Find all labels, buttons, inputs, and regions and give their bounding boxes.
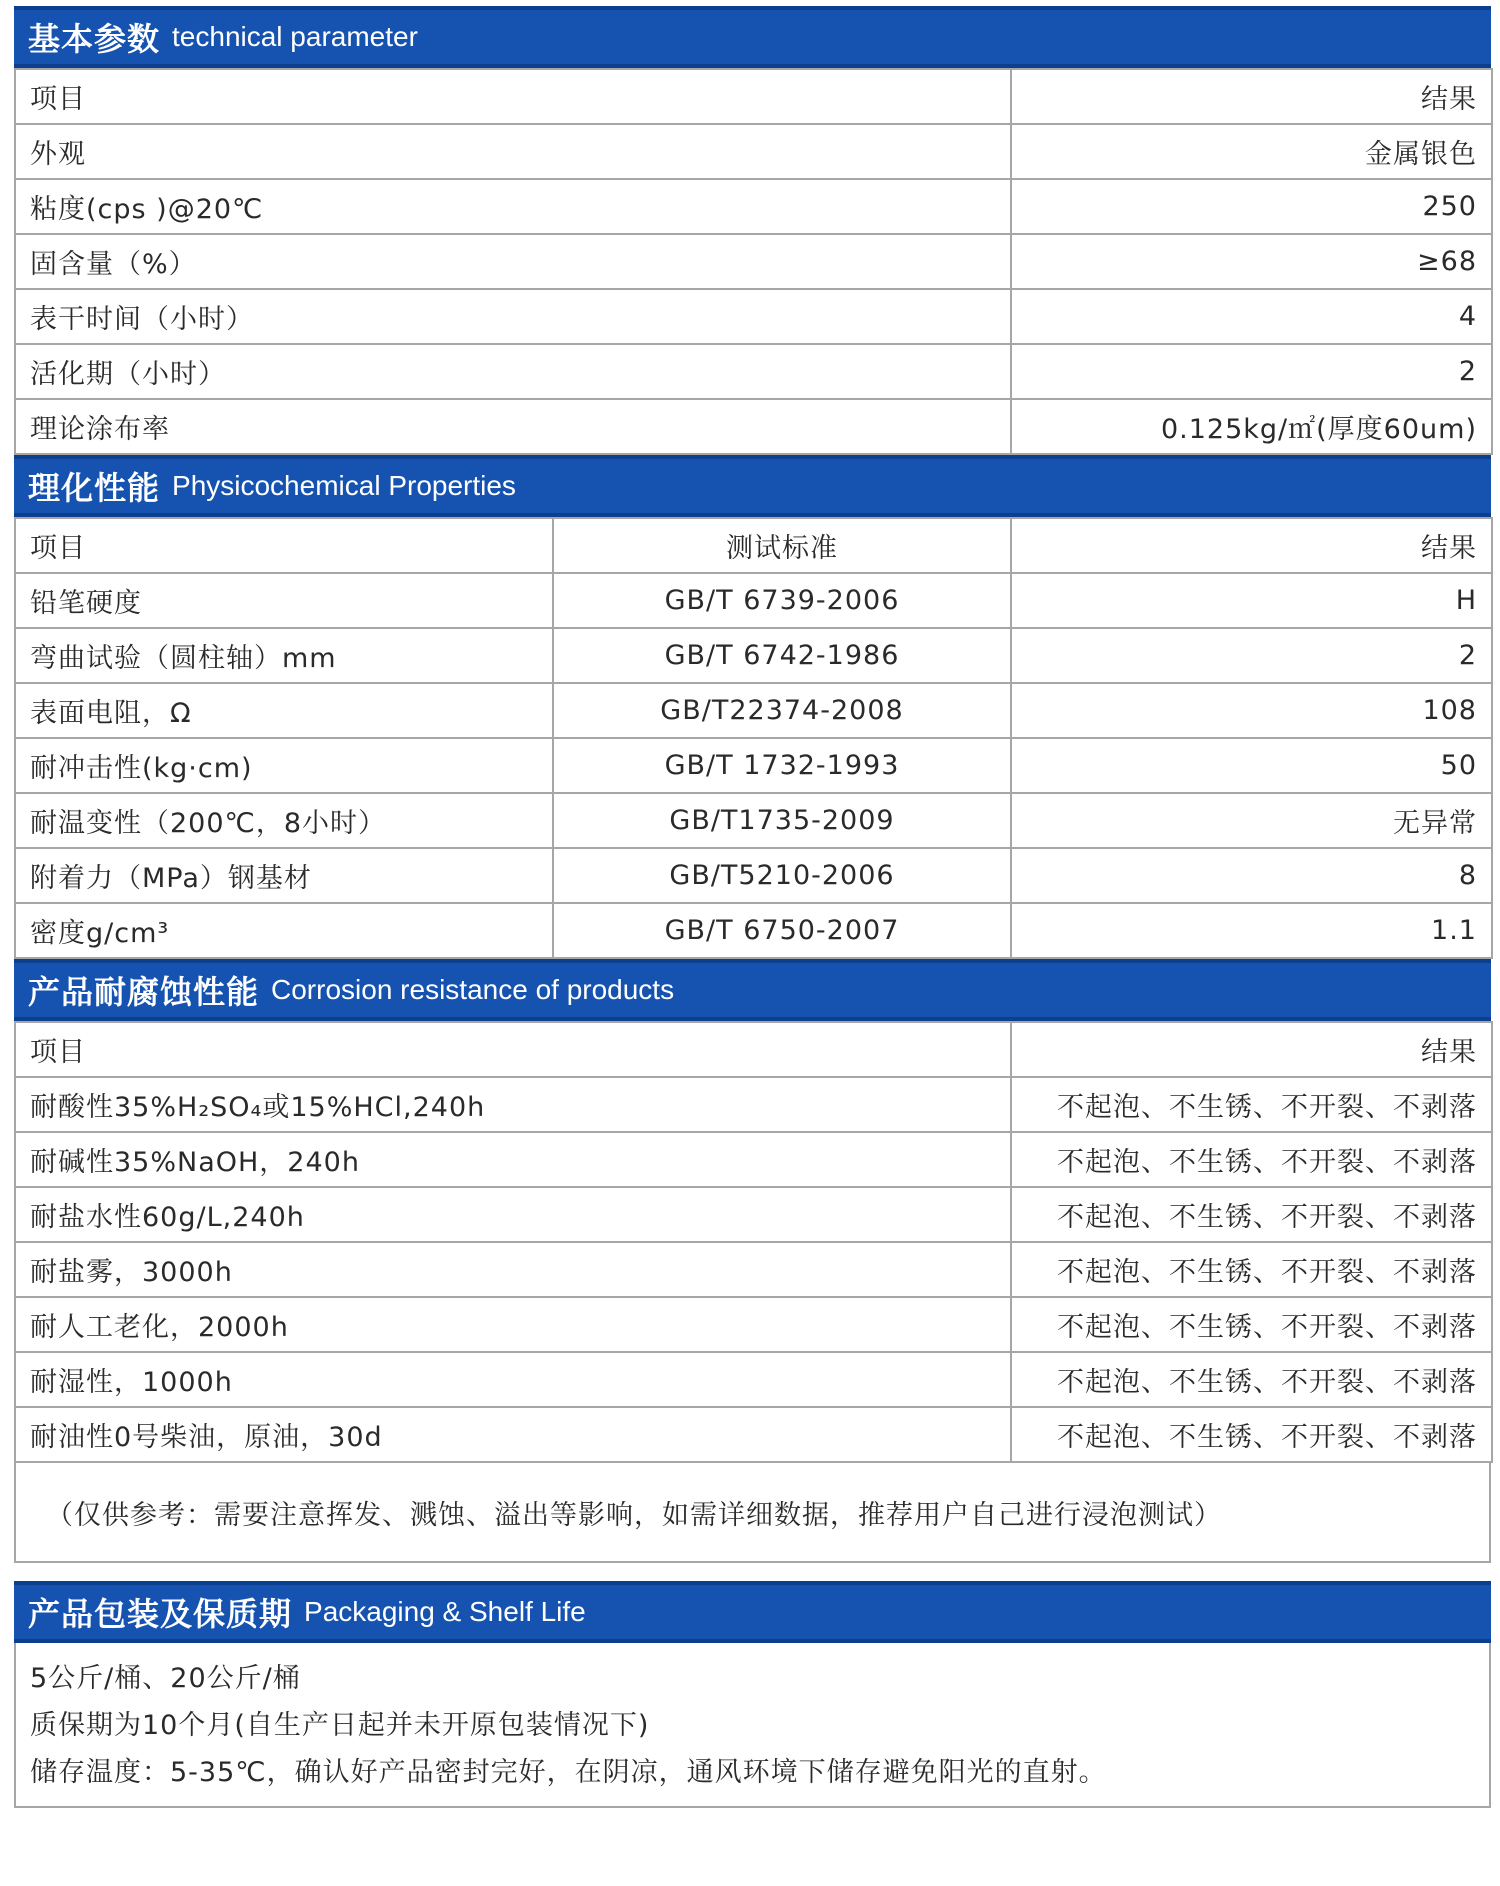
row-item: 密度g/cm³ bbox=[15, 903, 553, 958]
row-item: 耐冲击性(kg·cm) bbox=[15, 738, 553, 793]
section-title-zh: 产品耐腐蚀性能 bbox=[28, 973, 260, 1011]
table-header-row bbox=[15, 69, 1492, 124]
row-item: 耐酸性35%H₂SO₄或15%HCl,240h bbox=[15, 1077, 1011, 1132]
table-row bbox=[15, 683, 1492, 738]
header-result: 结果 bbox=[1011, 69, 1492, 124]
section-header-corrosion bbox=[14, 959, 1491, 1021]
section-title-zh: 产品包装及保质期 bbox=[28, 1595, 293, 1633]
packaging-line: 5公斤/桶、20公斤/桶 bbox=[30, 1663, 301, 1694]
row-result: 不起泡、不生锈、不开裂、不剥落 bbox=[1011, 1407, 1492, 1462]
table-row bbox=[15, 573, 1492, 628]
row-item: 固含量（%） bbox=[15, 234, 1011, 289]
section-gap bbox=[14, 1563, 1491, 1581]
row-result: 金属银色 bbox=[1011, 124, 1492, 179]
row-standard: GB/T1735-2009 bbox=[553, 793, 1011, 848]
row-item: 耐碱性35%NaOH，240h bbox=[15, 1132, 1011, 1187]
table-row bbox=[15, 399, 1492, 454]
header-result: 结果 bbox=[1011, 1022, 1492, 1077]
row-item: 表干时间（小时） bbox=[15, 289, 1011, 344]
row-result: 8 bbox=[1011, 848, 1492, 903]
row-item: 活化期（小时） bbox=[15, 344, 1011, 399]
table-row bbox=[15, 1187, 1492, 1242]
packaging-info bbox=[14, 1643, 1491, 1808]
table-header-row bbox=[15, 518, 1492, 573]
row-standard: GB/T 6742-1986 bbox=[553, 628, 1011, 683]
row-result: 4 bbox=[1011, 289, 1492, 344]
row-item: 理论涂布率 bbox=[15, 399, 1011, 454]
header-item: 项目 bbox=[15, 1022, 1011, 1077]
row-result: 不起泡、不生锈、不开裂、不剥落 bbox=[1011, 1242, 1492, 1297]
row-result: 2 bbox=[1011, 628, 1492, 683]
shelf-life-line: 质保期为10个月(自生产日起并未开原包装情况下) bbox=[30, 1710, 650, 1741]
table-row bbox=[15, 124, 1492, 179]
row-result: 0.125kg/㎡(厚度60um) bbox=[1011, 399, 1492, 454]
basic-table bbox=[14, 68, 1493, 455]
row-standard: GB/T5210-2006 bbox=[553, 848, 1011, 903]
header-standard: 测试标准 bbox=[553, 518, 1011, 573]
table-row bbox=[15, 1242, 1492, 1297]
row-standard: GB/T22374-2008 bbox=[553, 683, 1011, 738]
row-item: 耐湿性，1000h bbox=[15, 1352, 1011, 1407]
row-standard: GB/T 6750-2007 bbox=[553, 903, 1011, 958]
table-row bbox=[15, 848, 1492, 903]
row-standard: GB/T 1732-1993 bbox=[553, 738, 1011, 793]
row-item: 耐盐雾，3000h bbox=[15, 1242, 1011, 1297]
row-result: H bbox=[1011, 573, 1492, 628]
table-header-row bbox=[15, 1022, 1492, 1077]
row-result: ≥68 bbox=[1011, 234, 1492, 289]
table-row bbox=[15, 793, 1492, 848]
row-result: 不起泡、不生锈、不开裂、不剥落 bbox=[1011, 1297, 1492, 1352]
table-row bbox=[15, 903, 1492, 958]
row-result: 50 bbox=[1011, 738, 1492, 793]
corrosion-table bbox=[14, 1021, 1493, 1463]
row-result: 250 bbox=[1011, 179, 1492, 234]
table-row bbox=[15, 1297, 1492, 1352]
row-result: 2 bbox=[1011, 344, 1492, 399]
row-result: 不起泡、不生锈、不开裂、不剥落 bbox=[1011, 1352, 1492, 1407]
section-header-packaging bbox=[14, 1581, 1491, 1643]
section-header-physico bbox=[14, 455, 1491, 517]
section-title-en: technical parameter bbox=[172, 21, 418, 52]
row-item: 铅笔硬度 bbox=[15, 573, 553, 628]
row-item: 弯曲试验（圆柱轴）mm bbox=[15, 628, 553, 683]
header-result: 结果 bbox=[1011, 518, 1492, 573]
row-item: 耐人工老化，2000h bbox=[15, 1297, 1011, 1352]
table-row bbox=[15, 344, 1492, 399]
section-title-en: Corrosion resistance of products bbox=[271, 974, 675, 1005]
row-result: 108 bbox=[1011, 683, 1492, 738]
reference-note: （仅供参考：需要注意挥发、溅蚀、溢出等影响，如需详细数据，推荐用户自己进行浸泡测试） bbox=[14, 1463, 1491, 1563]
row-item: 耐温变性（200℃，8小时） bbox=[15, 793, 553, 848]
row-result: 不起泡、不生锈、不开裂、不剥落 bbox=[1011, 1187, 1492, 1242]
row-standard: GB/T 6739-2006 bbox=[553, 573, 1011, 628]
row-result: 不起泡、不生锈、不开裂、不剥落 bbox=[1011, 1132, 1492, 1187]
section-title-zh: 理化性能 bbox=[28, 469, 161, 507]
section-title-en: Physicochemical Properties bbox=[172, 470, 516, 501]
header-item: 项目 bbox=[15, 69, 1011, 124]
row-item: 耐油性0号柴油，原油，30d bbox=[15, 1407, 1011, 1462]
row-result: 不起泡、不生锈、不开裂、不剥落 bbox=[1011, 1077, 1492, 1132]
table-row bbox=[15, 179, 1492, 234]
section-title-zh: 基本参数 bbox=[28, 20, 161, 58]
row-item: 表面电阻，Ω bbox=[15, 683, 553, 738]
table-row bbox=[15, 1132, 1492, 1187]
table-row bbox=[15, 628, 1492, 683]
row-item: 外观 bbox=[15, 124, 1011, 179]
physico-table bbox=[14, 517, 1493, 959]
header-item: 项目 bbox=[15, 518, 553, 573]
table-row bbox=[15, 738, 1492, 793]
storage-line: 储存温度：5-35℃，确认好产品密封完好，在阴凉，通风环境下储存避免阳光的直射。 bbox=[30, 1757, 1107, 1788]
table-row bbox=[15, 289, 1492, 344]
parameter-sheet bbox=[14, 6, 1491, 1808]
table-row bbox=[15, 1077, 1492, 1132]
row-item: 耐盐水性60g/L,240h bbox=[15, 1187, 1011, 1242]
row-result: 1.1 bbox=[1011, 903, 1492, 958]
row-result: 无异常 bbox=[1011, 793, 1492, 848]
table-row bbox=[15, 1352, 1492, 1407]
row-item: 粘度(cps )@20℃ bbox=[15, 179, 1011, 234]
row-item: 附着力（MPa）钢基材 bbox=[15, 848, 553, 903]
section-header-basic bbox=[14, 6, 1491, 68]
table-row bbox=[15, 1407, 1492, 1462]
section-title-en: Packaging & Shelf Life bbox=[304, 1596, 586, 1627]
table-row bbox=[15, 234, 1492, 289]
